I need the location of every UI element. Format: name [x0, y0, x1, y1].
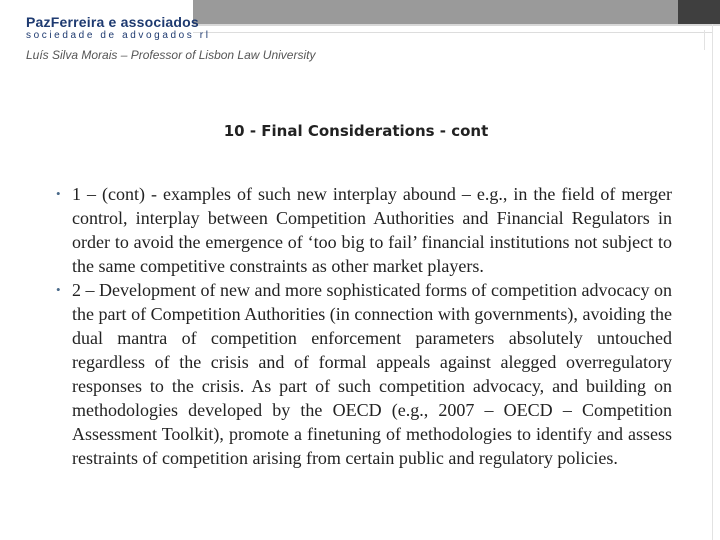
bullet-dot-icon: • — [56, 186, 61, 201]
decorative-line — [193, 32, 713, 33]
top-divider-line — [193, 24, 720, 26]
bullet-text-2: 2 – Development of new and more sophisticated forms of competition advocacy on the part of Competition Authorities (in connection with governments), avoiding the dual mantra of competition enforcement parameters absolutely untouched regardless of the crisis and of formal appeals against alegged overregulatory responses to the crisis. As part of such competition advocacy, and building on methodologies developed by the OECD (e.g., 2007 – OECD – Competition Assessment Toolkit), promote a finetuning of methodologies to identify and assess restraints of competition arising from certain public and regulatory policies. — [72, 280, 672, 468]
firm-logo — [26, 15, 211, 42]
bullet-item-1 — [58, 182, 672, 278]
bullet-text-1: 1 – (cont) - examples of such new interplay abound – e.g., in the field of merger control, interplay between Competition Authorities and Financial Regulators in order to avoid the emergence of ‘too big to fail’ financial institutions not subject to the same competitive constraints as other market players. — [72, 184, 672, 276]
decorative-vertical-line-short — [704, 30, 705, 50]
slide-title: 10 - Final Considerations - cont — [223, 122, 489, 140]
logo-subtitle: sociedade de advogados rl — [26, 30, 211, 41]
bullet-dot-icon: • — [56, 282, 61, 297]
top-decorative-bar — [193, 0, 678, 24]
slide-content — [58, 182, 672, 470]
decorative-vertical-line — [712, 24, 713, 540]
top-decorative-bar-dark — [678, 0, 720, 24]
logo-name: PazFerreira e associados — [26, 14, 199, 30]
author-line: Luís Silva Morais – Professor of Lisbon Law University — [26, 48, 316, 62]
bullet-item-2 — [58, 278, 672, 470]
